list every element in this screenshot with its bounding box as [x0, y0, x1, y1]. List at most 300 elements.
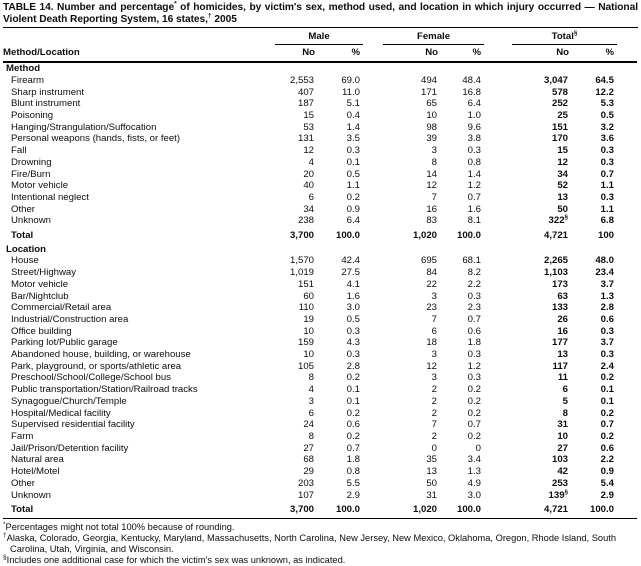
empty-corner-cell — [3, 31, 275, 45]
spacer-cell — [617, 372, 637, 384]
row-label: Blunt instrument — [11, 98, 81, 110]
value-cell: 23 — [426, 302, 437, 314]
value-cell: 53 — [303, 121, 314, 133]
table-row — [3, 279, 637, 291]
spacer-cell — [363, 145, 383, 157]
value-cell: 0.3 — [346, 349, 360, 361]
value-cell: 100 — [598, 230, 615, 242]
value-cell: 0.9 — [346, 203, 360, 215]
footnote-marker: § — [564, 488, 569, 496]
spacer-cell — [617, 396, 637, 408]
spacer-cell — [484, 180, 512, 192]
value-cell: 12 — [426, 180, 437, 192]
table-row — [3, 267, 637, 279]
value-cell: 7 — [431, 419, 437, 431]
row-label: Office building — [11, 325, 72, 337]
footnote-marker: § — [564, 214, 569, 222]
value-cell: 1,020 — [412, 230, 437, 242]
spacer-cell — [363, 349, 383, 361]
value-cell: 31 — [557, 419, 569, 431]
table-header — [3, 31, 637, 62]
value-cell: 0.7 — [467, 191, 482, 203]
value-cell: 0.4 — [346, 110, 360, 121]
value-cell: 3.4 — [467, 454, 482, 466]
value-cell: 1.8 — [346, 454, 360, 466]
value-cell: 13 — [426, 466, 437, 478]
value-cell: 0.2 — [600, 430, 615, 442]
value-cell: 0.2 — [346, 407, 360, 419]
value-cell: 6 — [431, 325, 437, 337]
value-cell: 4 — [308, 384, 314, 396]
value-cell: 2.2 — [600, 454, 615, 466]
spacer-cell — [484, 349, 512, 361]
section-row — [3, 62, 637, 75]
row-label: Sharp instrument — [11, 86, 85, 98]
spacer-cell — [484, 419, 512, 431]
value-cell: 100.0 — [457, 230, 482, 242]
table-row — [3, 326, 637, 338]
spacer-cell — [484, 98, 512, 110]
value-cell: 0.2 — [346, 430, 360, 442]
value-cell: 133 — [552, 302, 569, 314]
table-row — [3, 490, 637, 502]
value-cell: 5.5 — [346, 477, 360, 489]
table-row — [3, 349, 637, 361]
row-label: House — [11, 255, 39, 267]
value-cell: 3 — [431, 349, 437, 361]
value-cell: 100.0 — [572, 501, 617, 518]
row-label: Other — [11, 477, 35, 489]
value-cell: 1.6 — [467, 203, 482, 215]
spacer-cell — [617, 454, 637, 466]
value-cell: 64.5 — [595, 74, 615, 86]
value-cell: 0.3 — [600, 349, 615, 361]
spacer-cell — [484, 215, 512, 227]
spacer-cell — [484, 501, 512, 518]
value-cell — [512, 215, 572, 227]
value-cell: 3 — [308, 395, 314, 407]
table-row — [3, 431, 637, 443]
value-cell: 84 — [426, 267, 437, 279]
value-cell: 0.1 — [346, 395, 360, 407]
table-row — [3, 396, 637, 408]
value-cell: 34 — [303, 203, 314, 215]
value-cell: 2.9 — [600, 489, 615, 501]
row-label: Farm — [11, 430, 34, 442]
spacer-cell — [617, 31, 637, 45]
spacer-cell — [484, 466, 512, 478]
value-cell: 0.2 — [467, 395, 482, 407]
spacer-cell — [363, 361, 383, 373]
spacer-cell — [484, 267, 512, 279]
spacer-cell — [363, 75, 383, 87]
value-cell: 3.5 — [346, 133, 360, 145]
table-row — [3, 302, 637, 314]
spacer-cell — [484, 337, 512, 349]
spacer-cell — [617, 314, 637, 326]
spacer-cell — [617, 408, 637, 420]
value-cell: 3,700 — [289, 230, 314, 242]
table-row — [3, 384, 637, 396]
value-cell: 0.2 — [600, 372, 615, 384]
table-row — [3, 255, 637, 267]
spacer-cell — [484, 157, 512, 169]
section-row — [3, 244, 637, 256]
title-text: TABLE 14. Number and percentage — [3, 2, 175, 13]
spacer-cell — [484, 227, 512, 244]
value-cell: 42 — [557, 466, 569, 478]
value-cell: 2,553 — [289, 74, 314, 86]
value-cell: 173 — [552, 278, 569, 290]
table-row — [3, 337, 637, 349]
column-group-label: Female — [416, 31, 451, 43]
value-cell: 8 — [308, 430, 314, 442]
table-body — [3, 62, 637, 518]
row-label: Unknown — [11, 489, 51, 501]
value-cell: 11.0 — [342, 86, 360, 98]
value-cell: 98 — [426, 121, 437, 133]
table-row — [3, 419, 637, 431]
value-cell: 2 — [431, 384, 437, 396]
value-cell: 8 — [431, 156, 437, 168]
spacer-cell — [484, 145, 512, 157]
table-row — [3, 75, 637, 87]
value-cell: 25 — [557, 110, 569, 121]
value-cell: 22 — [426, 278, 437, 290]
spacer-cell — [363, 478, 383, 490]
value-cell: 695 — [420, 255, 437, 267]
value-cell: 151 — [552, 121, 569, 133]
spacer-cell — [617, 490, 637, 502]
column-group-label: Total — [551, 31, 574, 43]
spacer-cell — [617, 75, 637, 87]
row-label: Hotel/Motel — [11, 466, 60, 478]
row-label: Preschool/School/College/School bus — [11, 372, 171, 384]
spacer-cell — [617, 466, 637, 478]
value-cell: 63 — [557, 290, 569, 302]
spacer-cell — [617, 302, 637, 314]
spacer-cell — [484, 302, 512, 314]
value-cell: 0.3 — [467, 349, 482, 361]
value-cell: 170 — [552, 133, 569, 145]
value-cell: 4,721 — [512, 501, 572, 518]
spacer-cell — [484, 45, 512, 63]
spacer-cell — [363, 501, 383, 518]
value-cell: 15 — [557, 145, 569, 157]
value-cell: 26 — [557, 313, 569, 325]
value-cell: 1.4 — [346, 121, 360, 133]
spacer-cell — [484, 87, 512, 99]
spacer-cell — [363, 384, 383, 396]
sub-header-no: No — [383, 45, 441, 63]
value-cell: 3.0 — [467, 489, 482, 501]
row-label: Commercial/Retail area — [11, 302, 112, 314]
spacer-cell — [617, 122, 637, 134]
value-cell: 48.0 — [595, 255, 615, 267]
spacer-cell — [363, 279, 383, 291]
value-cell: 1,570 — [289, 255, 314, 267]
row-label: Public transportation/Station/Railroad tracks — [11, 384, 198, 396]
table-row — [3, 110, 637, 122]
spacer-cell — [617, 349, 637, 361]
table-row — [3, 454, 637, 466]
value-cell: 0.2 — [346, 191, 360, 203]
value-cell: 0.2 — [600, 407, 615, 419]
value-cell: 1.0 — [467, 110, 482, 121]
spacer-cell — [363, 443, 383, 455]
table-row — [3, 291, 637, 303]
value-text: 139 — [548, 489, 565, 501]
spacer-cell — [617, 291, 637, 303]
spacer-cell — [363, 133, 383, 145]
spacer-cell — [617, 267, 637, 279]
value-cell: 2.4 — [600, 360, 615, 372]
value-cell: 131 — [297, 133, 314, 145]
value-cell: 0.6 — [467, 325, 482, 337]
title-footnote-marker: * — [174, 0, 177, 8]
value-cell: 0 — [431, 442, 437, 454]
value-cell: 100.0 — [441, 501, 484, 518]
table-row — [3, 466, 637, 478]
spacer-cell — [617, 133, 637, 145]
value-cell: 35 — [426, 454, 437, 466]
spacer-cell — [363, 157, 383, 169]
value-cell: 3 — [431, 145, 437, 157]
footnote-text: Includes one additional case for which the victim's sex was unknown, as indicated. — [6, 554, 346, 565]
table-row — [3, 361, 637, 373]
value-cell: 2.8 — [346, 360, 360, 372]
spacer-cell — [617, 337, 637, 349]
value-cell: 0.9 — [600, 466, 615, 478]
value-cell: 238 — [297, 215, 314, 227]
spacer-cell — [617, 180, 637, 192]
value-cell: 39 — [426, 133, 437, 145]
row-label: Hospital/Medical facility — [11, 407, 111, 419]
value-cell: 1.1 — [600, 203, 615, 215]
value-cell: 34 — [557, 168, 569, 180]
value-cell: 252 — [552, 98, 569, 110]
value-cell: 3.7 — [600, 337, 615, 349]
sub-header-pct: % — [441, 45, 484, 63]
total-label: Total — [3, 501, 275, 518]
spacer-cell — [484, 454, 512, 466]
spacer-cell — [484, 478, 512, 490]
row-label: Motor vehicle — [11, 278, 69, 290]
value-cell: 1.4 — [467, 168, 482, 180]
table-row — [3, 314, 637, 326]
spacer-cell — [484, 431, 512, 443]
value-cell: 24 — [303, 419, 314, 431]
value-cell: 2 — [431, 430, 437, 442]
value-cell: 4.1 — [346, 278, 360, 290]
value-cell: 50 — [557, 203, 569, 215]
value-cell: 12 — [557, 156, 569, 168]
spacer-cell — [363, 180, 383, 192]
value-cell: 0.6 — [346, 419, 360, 431]
value-cell: 27 — [303, 442, 314, 454]
table-title — [3, 2, 638, 28]
value-cell: 10 — [303, 349, 314, 361]
spacer-cell — [617, 443, 637, 455]
spacer-cell — [484, 372, 512, 384]
spacer-cell — [363, 396, 383, 408]
value-cell: 60 — [303, 290, 314, 302]
spacer-cell — [484, 384, 512, 396]
value-cell: 3.8 — [467, 133, 482, 145]
value-cell: 5.4 — [600, 477, 615, 489]
value-cell: 3,047 — [544, 74, 569, 86]
spacer-cell — [484, 133, 512, 145]
value-cell: 8.1 — [467, 215, 482, 227]
value-cell: 50 — [426, 477, 437, 489]
spacer-cell — [363, 314, 383, 326]
spacer-cell — [363, 87, 383, 99]
row-label: Parking lot/Public garage — [11, 337, 118, 349]
value-cell: 4.3 — [346, 337, 360, 349]
row-label: Abandoned house, building, or warehouse — [11, 349, 191, 361]
value-cell: 0.5 — [346, 168, 360, 180]
value-cell: 9.6 — [467, 121, 482, 133]
spacer-cell — [363, 110, 383, 122]
value-cell: 7 — [431, 313, 437, 325]
spacer-cell — [484, 326, 512, 338]
value-cell: 2.9 — [346, 489, 360, 501]
spacer-cell — [484, 31, 512, 45]
value-cell: 13 — [557, 191, 569, 203]
value-cell: 68 — [303, 454, 314, 466]
value-cell: 2.2 — [467, 278, 482, 290]
spacer-cell — [363, 122, 383, 134]
value-cell: 3.0 — [346, 302, 360, 314]
value-cell: 4 — [308, 156, 314, 168]
spacer-cell — [484, 204, 512, 216]
value-cell: 117 — [552, 360, 569, 372]
row-label: Motor vehicle — [11, 180, 69, 192]
spacer-cell — [363, 267, 383, 279]
value-cell: 0.2 — [467, 407, 482, 419]
value-cell: 3,700 — [275, 501, 318, 518]
column-group-label: Male — [308, 31, 330, 43]
value-cell: 29 — [303, 466, 314, 478]
spacer-cell — [617, 478, 637, 490]
value-cell: 1.2 — [467, 180, 482, 192]
footnote-marker: * — [3, 520, 6, 528]
sub-header-pct: % — [572, 45, 617, 63]
spacer-cell — [363, 326, 383, 338]
value-cell: 15 — [303, 110, 314, 121]
value-cell: 0.7 — [467, 313, 482, 325]
value-cell: 0.6 — [600, 313, 615, 325]
value-cell: 0.3 — [467, 145, 482, 157]
spacer-cell — [484, 192, 512, 204]
value-cell: 68.1 — [462, 255, 482, 267]
column-group-row — [3, 31, 637, 45]
column-group-female — [383, 31, 484, 45]
table-row — [3, 98, 637, 110]
value-cell: 7 — [431, 191, 437, 203]
table-row — [3, 87, 637, 99]
value-cell: 1,020 — [383, 501, 441, 518]
value-cell: 0.3 — [346, 145, 360, 157]
footnote-marker: † — [3, 531, 7, 539]
value-cell: 27.5 — [341, 267, 360, 279]
value-cell: 0.3 — [346, 325, 360, 337]
footnote — [3, 533, 638, 555]
row-header: Method/Location — [3, 45, 275, 63]
table-row — [3, 133, 637, 145]
value-cell: 2 — [431, 407, 437, 419]
value-cell: 1.1 — [346, 180, 360, 192]
spacer-cell — [484, 314, 512, 326]
value-cell: 100.0 — [318, 501, 363, 518]
table-row — [3, 372, 637, 384]
value-cell: 3.6 — [600, 133, 615, 145]
value-cell: 4.9 — [467, 477, 482, 489]
spacer-cell — [617, 145, 637, 157]
value-cell: 0.5 — [600, 110, 615, 121]
title-text: 2005 — [211, 13, 237, 25]
row-label: Street/Highway — [11, 267, 77, 279]
table-row — [3, 408, 637, 420]
value-cell: 1.1 — [600, 180, 615, 192]
table-row — [3, 145, 637, 157]
value-cell: 69.0 — [341, 74, 360, 86]
spacer-cell — [617, 431, 637, 443]
value-cell: 6 — [308, 407, 314, 419]
value-cell: 0.7 — [346, 442, 360, 454]
value-cell: 16.8 — [462, 86, 482, 98]
value-cell: 0.3 — [600, 156, 615, 168]
value-cell: 8 — [308, 372, 314, 384]
value-cell: 0.5 — [346, 313, 360, 325]
spacer-cell — [363, 408, 383, 420]
value-cell: 20 — [303, 168, 314, 180]
spacer-cell — [617, 361, 637, 373]
value-cell: 578 — [552, 86, 569, 98]
row-label: Industrial/Construction area — [11, 313, 129, 325]
spacer-cell — [484, 396, 512, 408]
table-row — [3, 215, 637, 227]
value-cell: 3.2 — [600, 121, 615, 133]
footnotes — [3, 522, 638, 566]
value-cell: 48.4 — [462, 74, 482, 86]
value-cell: 18 — [426, 337, 437, 349]
table-row — [3, 478, 637, 490]
value-cell: 5.1 — [346, 98, 360, 110]
value-cell: 3 — [431, 372, 437, 384]
value-cell: 5.3 — [600, 98, 615, 110]
value-cell: 23.4 — [595, 267, 615, 279]
value-cell: 31 — [426, 489, 437, 501]
spacer-cell — [484, 279, 512, 291]
spacer-cell — [363, 98, 383, 110]
table-row — [3, 122, 637, 134]
spacer-cell — [484, 169, 512, 181]
value-cell — [512, 490, 572, 502]
value-cell: 100.0 — [335, 230, 360, 242]
value-cell: 14 — [426, 168, 437, 180]
value-cell: 10 — [426, 110, 437, 121]
value-cell: 16 — [426, 203, 437, 215]
value-cell: 0 — [475, 442, 482, 454]
value-cell: 8.2 — [467, 267, 482, 279]
value-cell: 65 — [426, 98, 437, 110]
section-header: Method — [6, 63, 41, 75]
value-cell: 16 — [557, 325, 569, 337]
section-header: Location — [6, 243, 46, 255]
value-cell: 203 — [297, 477, 314, 489]
spacer-cell — [617, 87, 637, 99]
